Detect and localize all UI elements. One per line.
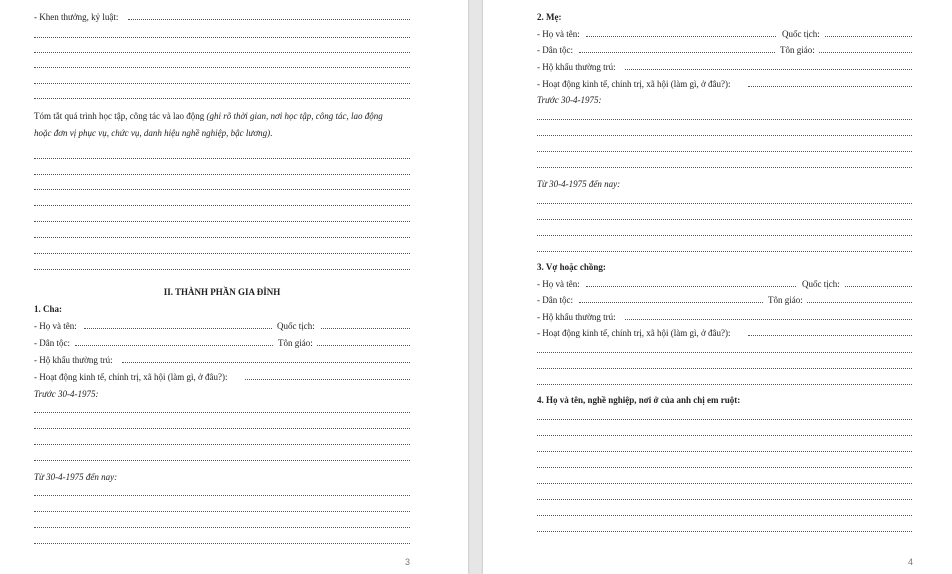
fill-line[interactable] — [34, 412, 410, 413]
fill-line[interactable] — [537, 515, 912, 516]
spouse-religion-field[interactable] — [807, 302, 912, 303]
fill-line[interactable] — [537, 135, 912, 136]
fill-line[interactable] — [34, 83, 410, 84]
fill-line[interactable] — [537, 219, 912, 220]
fill-line[interactable] — [537, 251, 912, 252]
document-page-left — [0, 0, 468, 574]
fill-line[interactable] — [34, 444, 410, 445]
fill-line[interactable] — [34, 189, 410, 190]
father-activity-field[interactable] — [245, 379, 410, 380]
fill-line[interactable] — [537, 203, 912, 204]
fill-line[interactable] — [34, 428, 410, 429]
fill-line[interactable] — [537, 151, 912, 152]
work-summary-note: (ghi rõ thời gian, nơi học tập, công tác, lao động — [206, 111, 383, 121]
work-summary-instruction-line-1 — [34, 111, 383, 122]
period: . — [270, 128, 273, 138]
page-number: 4 — [908, 557, 914, 567]
spouse-activity-label: - Hoạt động kinh tế, chính trị, xã hội (làm gì, ở đâu?): — [537, 328, 731, 338]
fill-line[interactable] — [34, 527, 410, 528]
fill-line[interactable] — [34, 237, 410, 238]
mother-after-1975-label: Từ 30-4-1975 đến nay: — [537, 179, 621, 189]
mother-residence-label: - Hộ khẩu thường trú: — [537, 62, 616, 72]
spouse-name-field[interactable] — [586, 286, 796, 287]
father-name-label: - Họ và tên: — [34, 321, 77, 331]
mother-residence-field[interactable] — [625, 69, 912, 70]
fill-line[interactable] — [537, 499, 912, 500]
father-nationality-label: Quốc tịch: — [277, 321, 315, 331]
fill-line[interactable] — [537, 531, 912, 532]
fill-line[interactable] — [537, 384, 912, 385]
fill-line[interactable] — [34, 495, 410, 496]
father-ethnicity-field[interactable] — [75, 345, 273, 346]
fill-line[interactable] — [34, 269, 410, 270]
fill-line[interactable] — [537, 419, 912, 420]
spouse-nationality-field[interactable] — [845, 286, 912, 287]
spouse-activity-field[interactable] — [748, 335, 912, 336]
work-summary-label: Tóm tắt quá trình học tập, công tác và lao động — [34, 111, 207, 121]
fill-line[interactable] — [537, 435, 912, 436]
mother-name-field[interactable] — [586, 36, 776, 37]
father-religion-field[interactable] — [317, 345, 410, 346]
fill-line[interactable] — [34, 158, 410, 159]
fill-line[interactable] — [34, 52, 410, 53]
section-title-family: II. THÀNH PHẦN GIA ĐÌNH — [163, 287, 281, 297]
father-ethnicity-label: - Dân tộc: — [34, 338, 70, 348]
fill-line[interactable] — [34, 37, 410, 38]
father-nationality-field[interactable] — [321, 328, 410, 329]
fill-line[interactable] — [34, 543, 410, 544]
fill-line[interactable] — [34, 511, 410, 512]
mother-ethnicity-field[interactable] — [579, 52, 775, 53]
fill-line[interactable] — [537, 483, 912, 484]
fill-line[interactable] — [537, 235, 912, 236]
fill-line[interactable] — [537, 119, 912, 120]
fill-line[interactable] — [34, 67, 410, 68]
father-residence-label: - Hộ khẩu thường trú: — [34, 355, 113, 365]
reward-discipline-label: - Khen thưởng, kỷ luật: — [34, 12, 119, 22]
mother-ethnicity-label: - Dân tộc: — [537, 45, 573, 55]
mother-name-label: - Họ và tên: — [537, 29, 580, 39]
father-residence-field[interactable] — [122, 362, 410, 363]
father-heading: 1. Cha: — [34, 304, 63, 314]
document-page-right — [483, 0, 952, 574]
mother-religion-label: Tôn giáo: — [780, 45, 815, 55]
mother-religion-field[interactable] — [819, 52, 912, 53]
mother-nationality-label: Quốc tịch: — [782, 29, 820, 39]
mother-activity-label: - Hoạt động kinh tế, chính trị, xã hội (làm gì, ở đâu?): — [537, 79, 731, 89]
work-summary-note-cont: hoặc đơn vị phục vụ, chức vụ, danh hiệu nghề nghiệp, bậc lương) — [34, 128, 271, 138]
mother-activity-field[interactable] — [748, 86, 912, 87]
fill-line[interactable] — [34, 205, 410, 206]
fill-line[interactable] — [537, 467, 912, 468]
spouse-religion-label: Tôn giáo: — [768, 295, 803, 305]
father-after-1975-label: Từ 30-4-1975 đến nay: — [34, 472, 118, 482]
fill-line[interactable] — [34, 460, 410, 461]
fill-line[interactable] — [34, 98, 410, 99]
siblings-heading: 4. Họ và tên, nghề nghiệp, nơi ở của anh chị em ruột: — [537, 395, 741, 405]
spouse-name-label: - Họ và tên: — [537, 279, 580, 289]
work-summary-instruction-line-2 — [34, 128, 272, 139]
spouse-residence-label: - Hộ khẩu thường trú: — [537, 312, 616, 322]
fill-line[interactable] — [537, 352, 912, 353]
mother-before-1975-label: Trước 30-4-1975: — [537, 95, 602, 105]
father-before-1975-label: Trước 30-4-1975: — [34, 389, 99, 399]
fill-line[interactable] — [34, 221, 410, 222]
fill-line[interactable] — [537, 368, 912, 369]
spouse-heading: 3. Vợ hoặc chồng: — [537, 262, 606, 272]
fill-line[interactable] — [537, 167, 912, 168]
fill-line[interactable] — [34, 253, 410, 254]
mother-nationality-field[interactable] — [825, 36, 912, 37]
fill-line[interactable] — [128, 19, 410, 20]
father-activity-label: - Hoạt động kinh tế, chính trị, xã hội (làm gì, ở đâu?): — [34, 372, 228, 382]
page-number: 3 — [405, 557, 411, 567]
fill-line[interactable] — [34, 174, 410, 175]
fill-line[interactable] — [537, 451, 912, 452]
father-religion-label: Tôn giáo: — [278, 338, 313, 348]
father-name-field[interactable] — [84, 328, 272, 329]
spouse-ethnicity-field[interactable] — [579, 302, 763, 303]
spouse-ethnicity-label: - Dân tộc: — [537, 295, 573, 305]
spouse-residence-field[interactable] — [625, 319, 912, 320]
spouse-nationality-label: Quốc tịch: — [802, 279, 840, 289]
mother-heading: 2. Mẹ: — [537, 12, 562, 22]
